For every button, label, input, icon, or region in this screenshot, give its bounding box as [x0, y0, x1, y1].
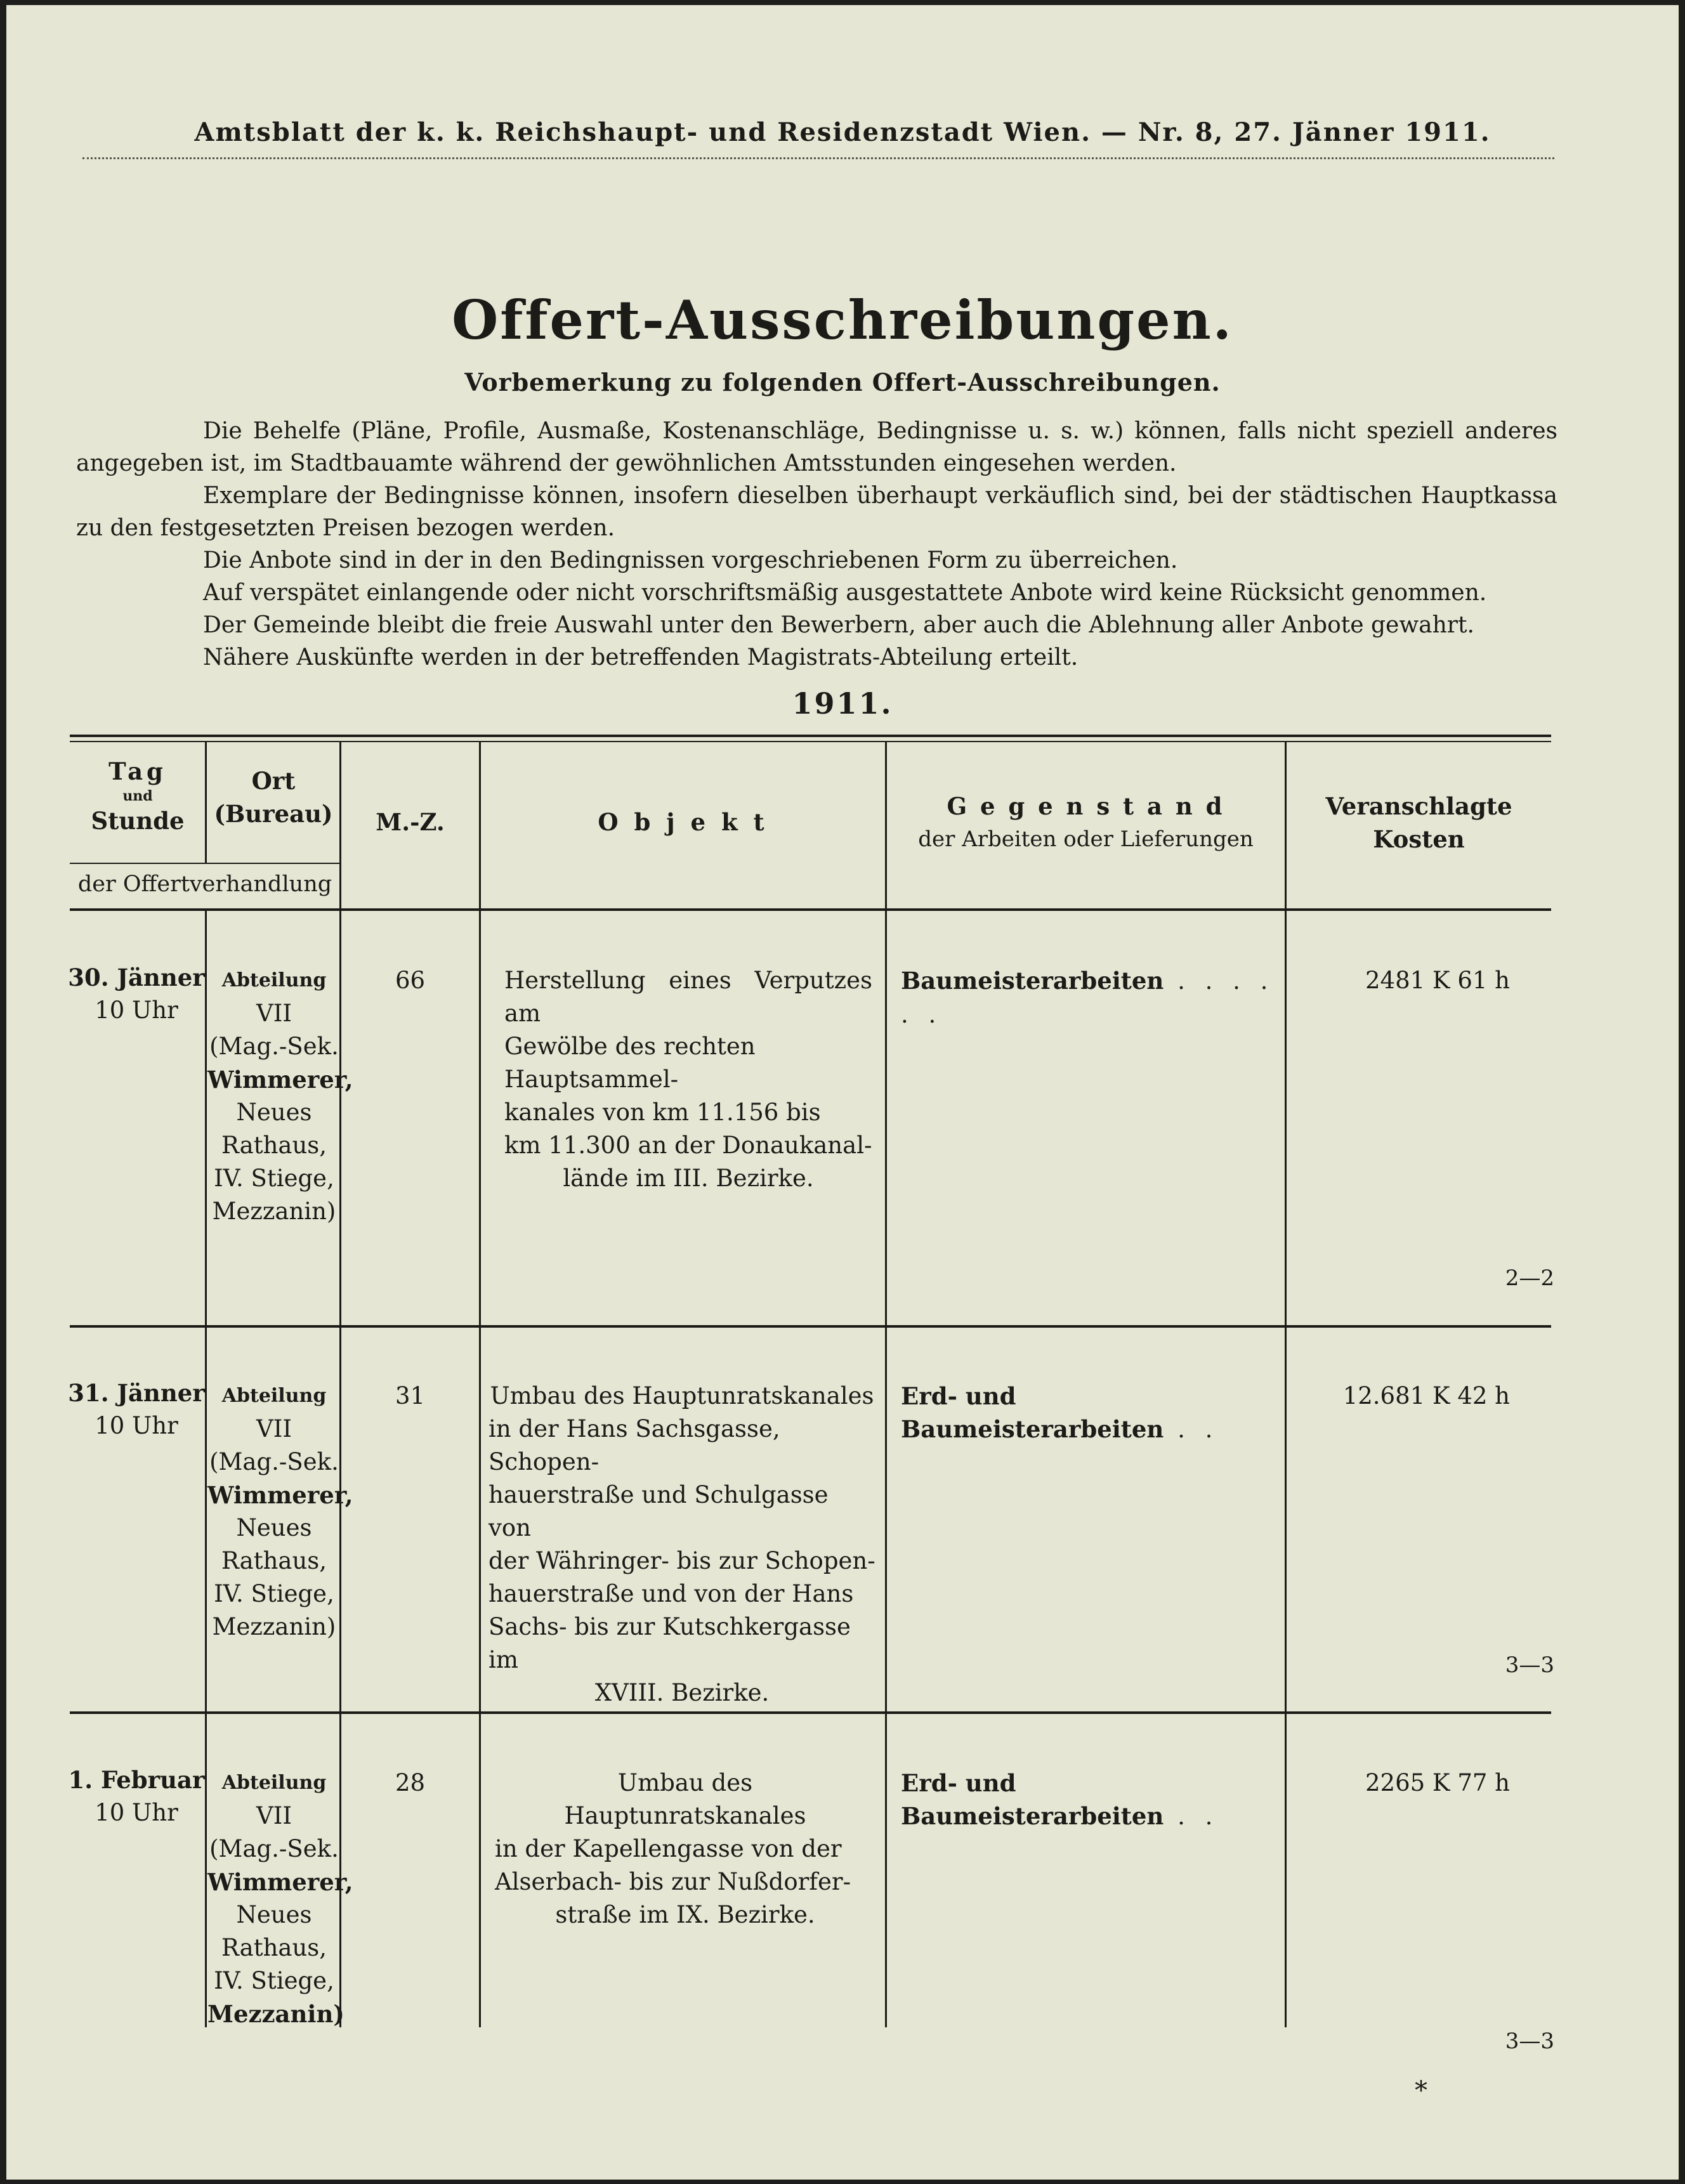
object-line: in der Kapellengasse von der: [495, 1835, 842, 1862]
office-line: Mezzanin): [212, 1613, 336, 1640]
row-hour: 10 Uhr: [95, 1799, 178, 1826]
header-objekt: O b j e k t: [598, 808, 768, 836]
subject-label: Erd- und Baumeisterarbeiten: [901, 1382, 1164, 1443]
row-cost: 12.681 K 42 h: [1342, 1382, 1510, 1409]
header-bottom-rule: [70, 908, 1551, 911]
office-line: Mezzanin): [212, 1198, 336, 1225]
object-line: kanales von km 11.156 bis: [504, 1099, 821, 1126]
office-line: (Mag.-Sek.: [209, 1835, 339, 1862]
intro-paragraph: Nähere Auskünfte werden in der betreffenden Magistrats-Abteilung erteilt.: [203, 644, 1079, 670]
object-line: straße im IX. Bezirke.: [555, 1901, 815, 1928]
office-line: IV. Stiege,: [214, 1967, 334, 1994]
row-divider: [70, 1325, 1551, 1328]
office-line: Neues: [236, 1099, 312, 1126]
row-object: [495, 1767, 875, 1932]
header-gegenstand: [887, 790, 1285, 856]
page-subtitle: Vorbemerkung zu folgenden Offert-Ausschreibungen.: [464, 368, 1221, 396]
office-line: Neues: [236, 1901, 312, 1928]
row-subject: Baumeisterarbeiten . . . . . .: [901, 967, 1275, 1028]
header-sub-rule: [70, 863, 339, 864]
header-divider: [82, 157, 1554, 159]
footnote-asterisk: *: [1415, 2076, 1427, 2105]
row-note: 2—2: [1505, 1265, 1554, 1291]
object-line: Umbau des Hauptunratskanales: [564, 1769, 806, 1829]
row-mz: 66: [395, 967, 426, 994]
header-tag: [71, 755, 204, 837]
column-line: [885, 742, 887, 2027]
page-header: Amtsblatt der k. k. Reichshaupt- und Residenzstadt Wien. — Nr. 8, 27. Jänner 1911.: [194, 117, 1491, 147]
header-kosten-label-2: Kosten: [1373, 825, 1465, 853]
office-line: Rathaus,: [221, 1547, 327, 1574]
row-hour: 10 Uhr: [95, 997, 178, 1024]
intro-text: [76, 415, 1557, 674]
table-top-rule: [70, 735, 1551, 737]
row-office: [207, 1767, 353, 2030]
row-day: 1. Februar: [68, 1766, 205, 1794]
object-line: in der Hans Sachsgasse, Schopen-: [488, 1415, 780, 1475]
office-line: VII: [256, 1415, 292, 1442]
object-line: hauerstraße und Schulgasse von: [488, 1481, 829, 1541]
header-bureau-label: (Bureau): [214, 800, 333, 828]
object-line: Gewölbe des rechten Hauptsammel-: [504, 1033, 756, 1093]
intro-paragraph: Auf verspätet einlangende oder nicht vorschriftsmäßig ausgestattete Anbote wird keine Rücksicht genommen.: [203, 580, 1487, 606]
office-line: Wimmerer,: [207, 1066, 353, 1094]
row-mz: 31: [395, 1382, 426, 1409]
table-row: [67, 1763, 206, 1829]
subject-label: Baumeisterarbeiten: [901, 967, 1164, 995]
office-line: Neues: [236, 1514, 312, 1541]
page-title: Offert-Ausschreibungen.: [452, 289, 1233, 351]
row-office: [207, 1380, 353, 1644]
row-note: 3—3: [1505, 2029, 1554, 2054]
row-mz: 28: [395, 1769, 426, 1796]
object-line: Alserbach- bis zur Nußdorfer-: [495, 1868, 851, 1895]
intro-paragraph: Der Gemeinde bleibt die freie Auswahl unter den Bewerbern, aber auch die Ablehnung aller Anbote gewahrt.: [203, 612, 1474, 638]
row-object: [488, 1380, 875, 1710]
row-divider: [70, 1711, 1551, 1714]
header-kosten-label: Veranschlagte: [1325, 792, 1512, 820]
object-line: Herstellung eines Verputzes am: [504, 967, 872, 1027]
office-line: Mezzanin): [207, 2000, 344, 2028]
header-offertverhandlung: der Offertverhandlung: [77, 872, 332, 897]
office-line: Rathaus,: [221, 1934, 327, 1961]
table-row: [67, 961, 206, 1027]
row-cost: 2481 K 61 h: [1365, 967, 1510, 994]
row-hour: 10 Uhr: [95, 1412, 178, 1439]
office-line: IV. Stiege,: [214, 1580, 334, 1607]
office-line: IV. Stiege,: [214, 1165, 334, 1192]
object-line: lände im III. Bezirke.: [563, 1165, 814, 1192]
row-subject: Erd- und Baumeisterarbeiten . .: [901, 1769, 1219, 1830]
office-line: Rathaus,: [221, 1132, 327, 1159]
column-line: [1285, 742, 1287, 2027]
table-top-rule-thin: [70, 741, 1551, 742]
object-line: hauerstraße und von der Hans: [488, 1580, 854, 1607]
table-row: [67, 1376, 206, 1442]
header-gegenstand-label: G e g e n s t a n d: [947, 792, 1225, 820]
office-line: Abteilung: [221, 1772, 327, 1794]
row-object: [504, 964, 872, 1195]
row-subject: Erd- und Baumeisterarbeiten . .: [901, 1382, 1219, 1443]
office-line: (Mag.-Sek.: [209, 1448, 339, 1475]
office-line: Wimmerer,: [207, 1481, 353, 1509]
object-line: Sachs- bis zur Kutschkergasse im: [488, 1613, 851, 1673]
column-line: [205, 742, 207, 863]
row-cost: 2265 K 77 h: [1365, 1769, 1510, 1796]
office-line: Abteilung: [221, 969, 327, 991]
header-stunde-label: Stunde: [91, 807, 185, 835]
office-line: Wimmerer,: [207, 1868, 353, 1896]
header-tag-und: und: [122, 788, 153, 804]
header-tag-label: Tag: [108, 757, 167, 785]
header-kosten: [1287, 790, 1551, 856]
subject-label: Erd- und Baumeisterarbeiten: [901, 1769, 1164, 1830]
office-line: VII: [256, 1000, 292, 1027]
year-heading: 1911.: [792, 686, 893, 721]
row-office: [207, 964, 353, 1228]
office-line: VII: [256, 1802, 292, 1829]
header-gegenstand-sub: der Arbeiten oder Lieferungen: [918, 827, 1254, 852]
object-line: km 11.300 an der Donaukanal-: [504, 1132, 872, 1159]
intro-paragraph: Die Anbote sind in der in den Bedingnissen vorgeschriebenen Form zu überreichen.: [203, 547, 1178, 573]
column-line: [205, 911, 207, 2027]
header-ort: [207, 764, 339, 830]
header-ort-label: Ort: [251, 767, 296, 795]
object-line: der Währinger- bis zur Schopen-: [488, 1547, 875, 1574]
row-note: 3—3: [1505, 1652, 1554, 1678]
object-line: Umbau des Hauptunratskanales: [490, 1382, 874, 1409]
office-line: Abteilung: [221, 1385, 327, 1407]
office-line: (Mag.-Sek.: [209, 1033, 339, 1060]
column-line: [479, 742, 481, 2027]
header-mz: M.-Z.: [376, 808, 445, 836]
intro-paragraph: Exemplare der Bedingnisse können, insofern dieselben überhaupt verkäuflich sind, bei der städtischen Hauptkassa zu den festgesetzten Preisen bezogen werden.: [76, 483, 1557, 541]
intro-paragraph: Die Behelfe (Pläne, Profile, Ausmaße, Kostenanschläge, Bedingnisse u. s. w.) können, falls nicht speziell anderes angegeben ist, im Stadtbauamte während der gewöhnlichen Amtsstunden eingesehen werden.: [76, 418, 1557, 476]
row-day: 30. Jänner: [68, 964, 205, 991]
object-line: XVIII. Bezirke.: [594, 1679, 770, 1706]
row-day: 31. Jänner: [68, 1379, 205, 1407]
